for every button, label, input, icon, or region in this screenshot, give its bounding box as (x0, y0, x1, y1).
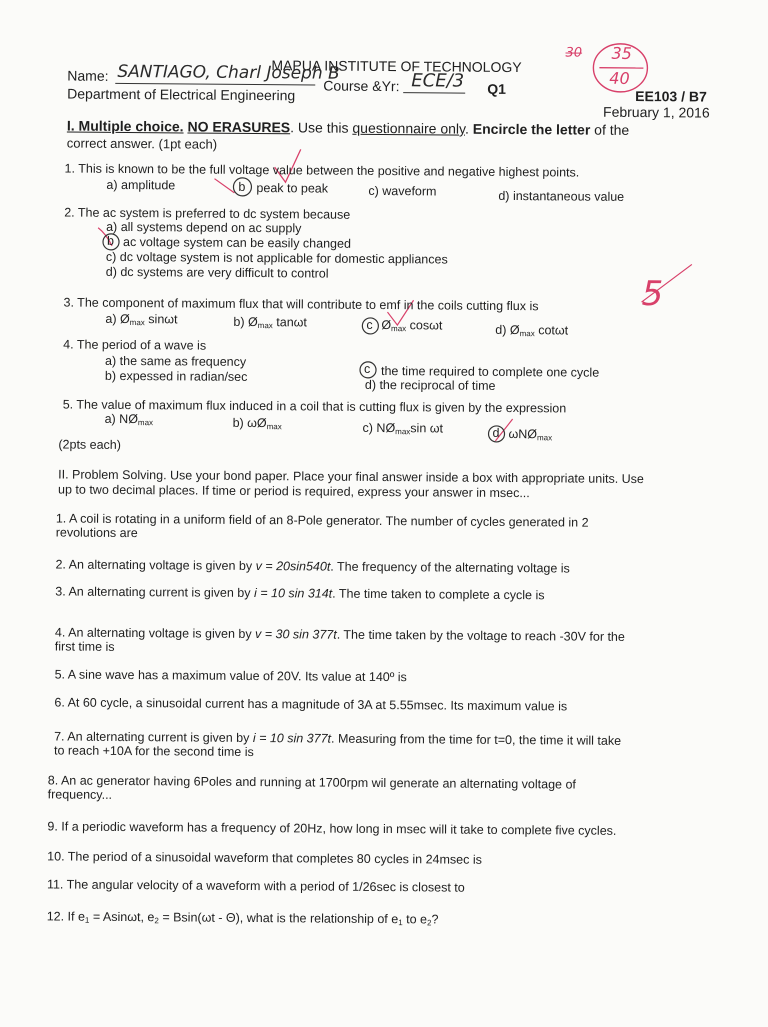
course-code: EE103 / B7 (635, 88, 707, 105)
q1-option-c: c) waveform (368, 184, 436, 199)
course-value: ECE/3 (411, 70, 464, 91)
points-note: (2pts each) (58, 437, 121, 451)
course-underline (403, 92, 465, 93)
q5-option-b: b) $\omega Ø_{max}$ (233, 416, 282, 431)
encircle-instruction: Encircle the letter (473, 121, 591, 138)
problem-4-line1: 4. An alternating voltage is given by v = 30 sin 377t. The time taken by the voltage to reach -30V for the (55, 625, 625, 643)
q2-option-a: a) all systems depend on ac supply (106, 220, 301, 236)
institute-name: MAPUA INSTITUTE OF TECHNOLOGY (271, 57, 521, 75)
problem-3: 3. An alternating current is given by i = 10 sin 314t. The time taken to complete a cycle is (55, 584, 544, 602)
problem-6: 6. At 60 cycle, a sinusoidal current has a magnitude of 3A at 5.55msec. Its maximum value is (54, 695, 567, 713)
date: February 1, 2016 (603, 104, 710, 121)
problem-8-line1: 8. An ac generator having 6Poles and running at 1700rpm wil generate an alternating voltage of (48, 773, 576, 791)
no-erasures: NO ERASURES (187, 118, 290, 135)
q4-option-b: b) expessed in radian/sec (105, 369, 248, 384)
problem-4-line2: first time is (55, 639, 115, 653)
score-total: 40 (609, 69, 630, 88)
q3-stem: 3. The component of maximum flux that will contribute to emf in the coils cutting flux is (63, 296, 538, 314)
problem-1-line2: revolutions are (56, 525, 138, 540)
q3-option-c: $Ø_{max}$ cosωt (381, 318, 442, 333)
part1-score-mark: 5 (641, 274, 663, 314)
name-value: SANTIAGO, Charl Joseph B (117, 62, 340, 84)
q3-option-b: b) $Ø_{max}$ tanωt (233, 315, 307, 331)
problem-9: 9. If a periodic waveform has a frequency of 20Hz, how long in msec will it take to complete five cycles. (47, 819, 616, 837)
q1-option-d: d) instantaneous value (498, 189, 624, 204)
department: Department of Electrical Engineering (67, 86, 295, 104)
q4-option-c: the time required to complete one cycle (381, 364, 599, 380)
name-underline (115, 83, 315, 86)
q2-option-b: ac voltage system can be easily changed (123, 235, 351, 251)
problem-11: 11. The angular velocity of a waveform with a period of 1/26sec is closest to (47, 877, 465, 894)
q5-option-d-letter: d (492, 426, 499, 440)
q5-option-d: ωNØ$_{max}$ (508, 427, 552, 442)
problem-7-line1: 7. An alternating current is given by i = 10 sin 377t. Measuring from the time for t=0, the time it will take (54, 729, 621, 747)
use-this: . Use this (290, 119, 348, 135)
part1-heading (67, 118, 629, 138)
q1-option-a: a) amplitude (106, 178, 175, 193)
problem-1-line1: 1. A coil is rotating in a uniform field of an 8-Pole generator. The number of cycles generated in 2 (56, 511, 589, 529)
part1-title: I. Multiple choice. (67, 118, 184, 135)
problem-8-line2: frequency... (48, 787, 112, 802)
q4-stem: 4. The period of a wave is (63, 338, 206, 353)
q2-option-d: d) dc systems are very difficult to control (106, 265, 329, 281)
problem-10: 10. The period of a sinusoidal waveform that completes 80 cycles in 24msec is (47, 849, 482, 866)
q1-option-b: peak to peak (256, 181, 328, 196)
q3-option-d: d) $Ø_{max}$ cotωt (495, 323, 568, 339)
q4-option-d: d) the reciprocal of time (365, 378, 496, 393)
q5-stem: 5. The value of maximum flux induced in a coil that is cutting flux is given by the expression (63, 398, 567, 416)
problem-7-line2: to reach +10A for the second time is (54, 743, 254, 759)
of-the: of the (594, 122, 629, 138)
score-note: 30 (565, 45, 582, 60)
correct-answer-note: correct answer. (1pt each) (67, 136, 217, 152)
quiz-number: Q1 (487, 81, 506, 97)
part2-intro-line2: up to two decimal places. If time or period is required, express your answer in msec... (58, 482, 530, 500)
q5-option-c: c) $NØ_{max}\sin$ ωt (363, 421, 444, 437)
q1-stem: 1. This is known to be the full voltage value between the positive and negative highest points. (65, 162, 580, 180)
q2-option-b-letter: b (107, 234, 114, 248)
q3-option-c-letter: c (366, 318, 372, 332)
problem-2: 2. An alternating voltage is given by v = 20sin540t. The frequency of the alternating voltage is (55, 557, 569, 575)
q3-option-a: a) $Ø_{max}$ sinωt (105, 312, 177, 328)
course-label: Course &Yr: (323, 78, 399, 95)
part2-intro-line1: II. Problem Solving. Use your bond paper. Place your final answer inside a box with appropriate units. Use (58, 467, 644, 486)
q2-stem: 2. The ac system is preferred to dc system because (64, 206, 350, 222)
score-earned: 35 (611, 44, 632, 63)
q4-option-a: a) the same as frequency (105, 354, 246, 369)
q4-option-c-letter: c (364, 362, 370, 376)
period: . (465, 121, 469, 137)
q2-option-c: c) dc voltage system is not applicable for domestic appliances (106, 250, 448, 267)
problem-5: 5. A sine wave has a maximum value of 20V. Its value at 140º is (55, 667, 407, 684)
q1-option-b-letter: b (238, 180, 245, 194)
questionnaire-only: questionnaire only (352, 120, 465, 137)
problem-12: 12. If $e_1 = Asin\omega t$, $e_2 = Bsin(\omega t - \Theta)$, what is the relationship of $e_1$ to $e_2$? (47, 909, 439, 927)
q5-option-a: a) $NØ_{max}$ (105, 412, 154, 427)
name-label: Name: (67, 68, 108, 84)
check-mark-q1b (214, 179, 234, 193)
